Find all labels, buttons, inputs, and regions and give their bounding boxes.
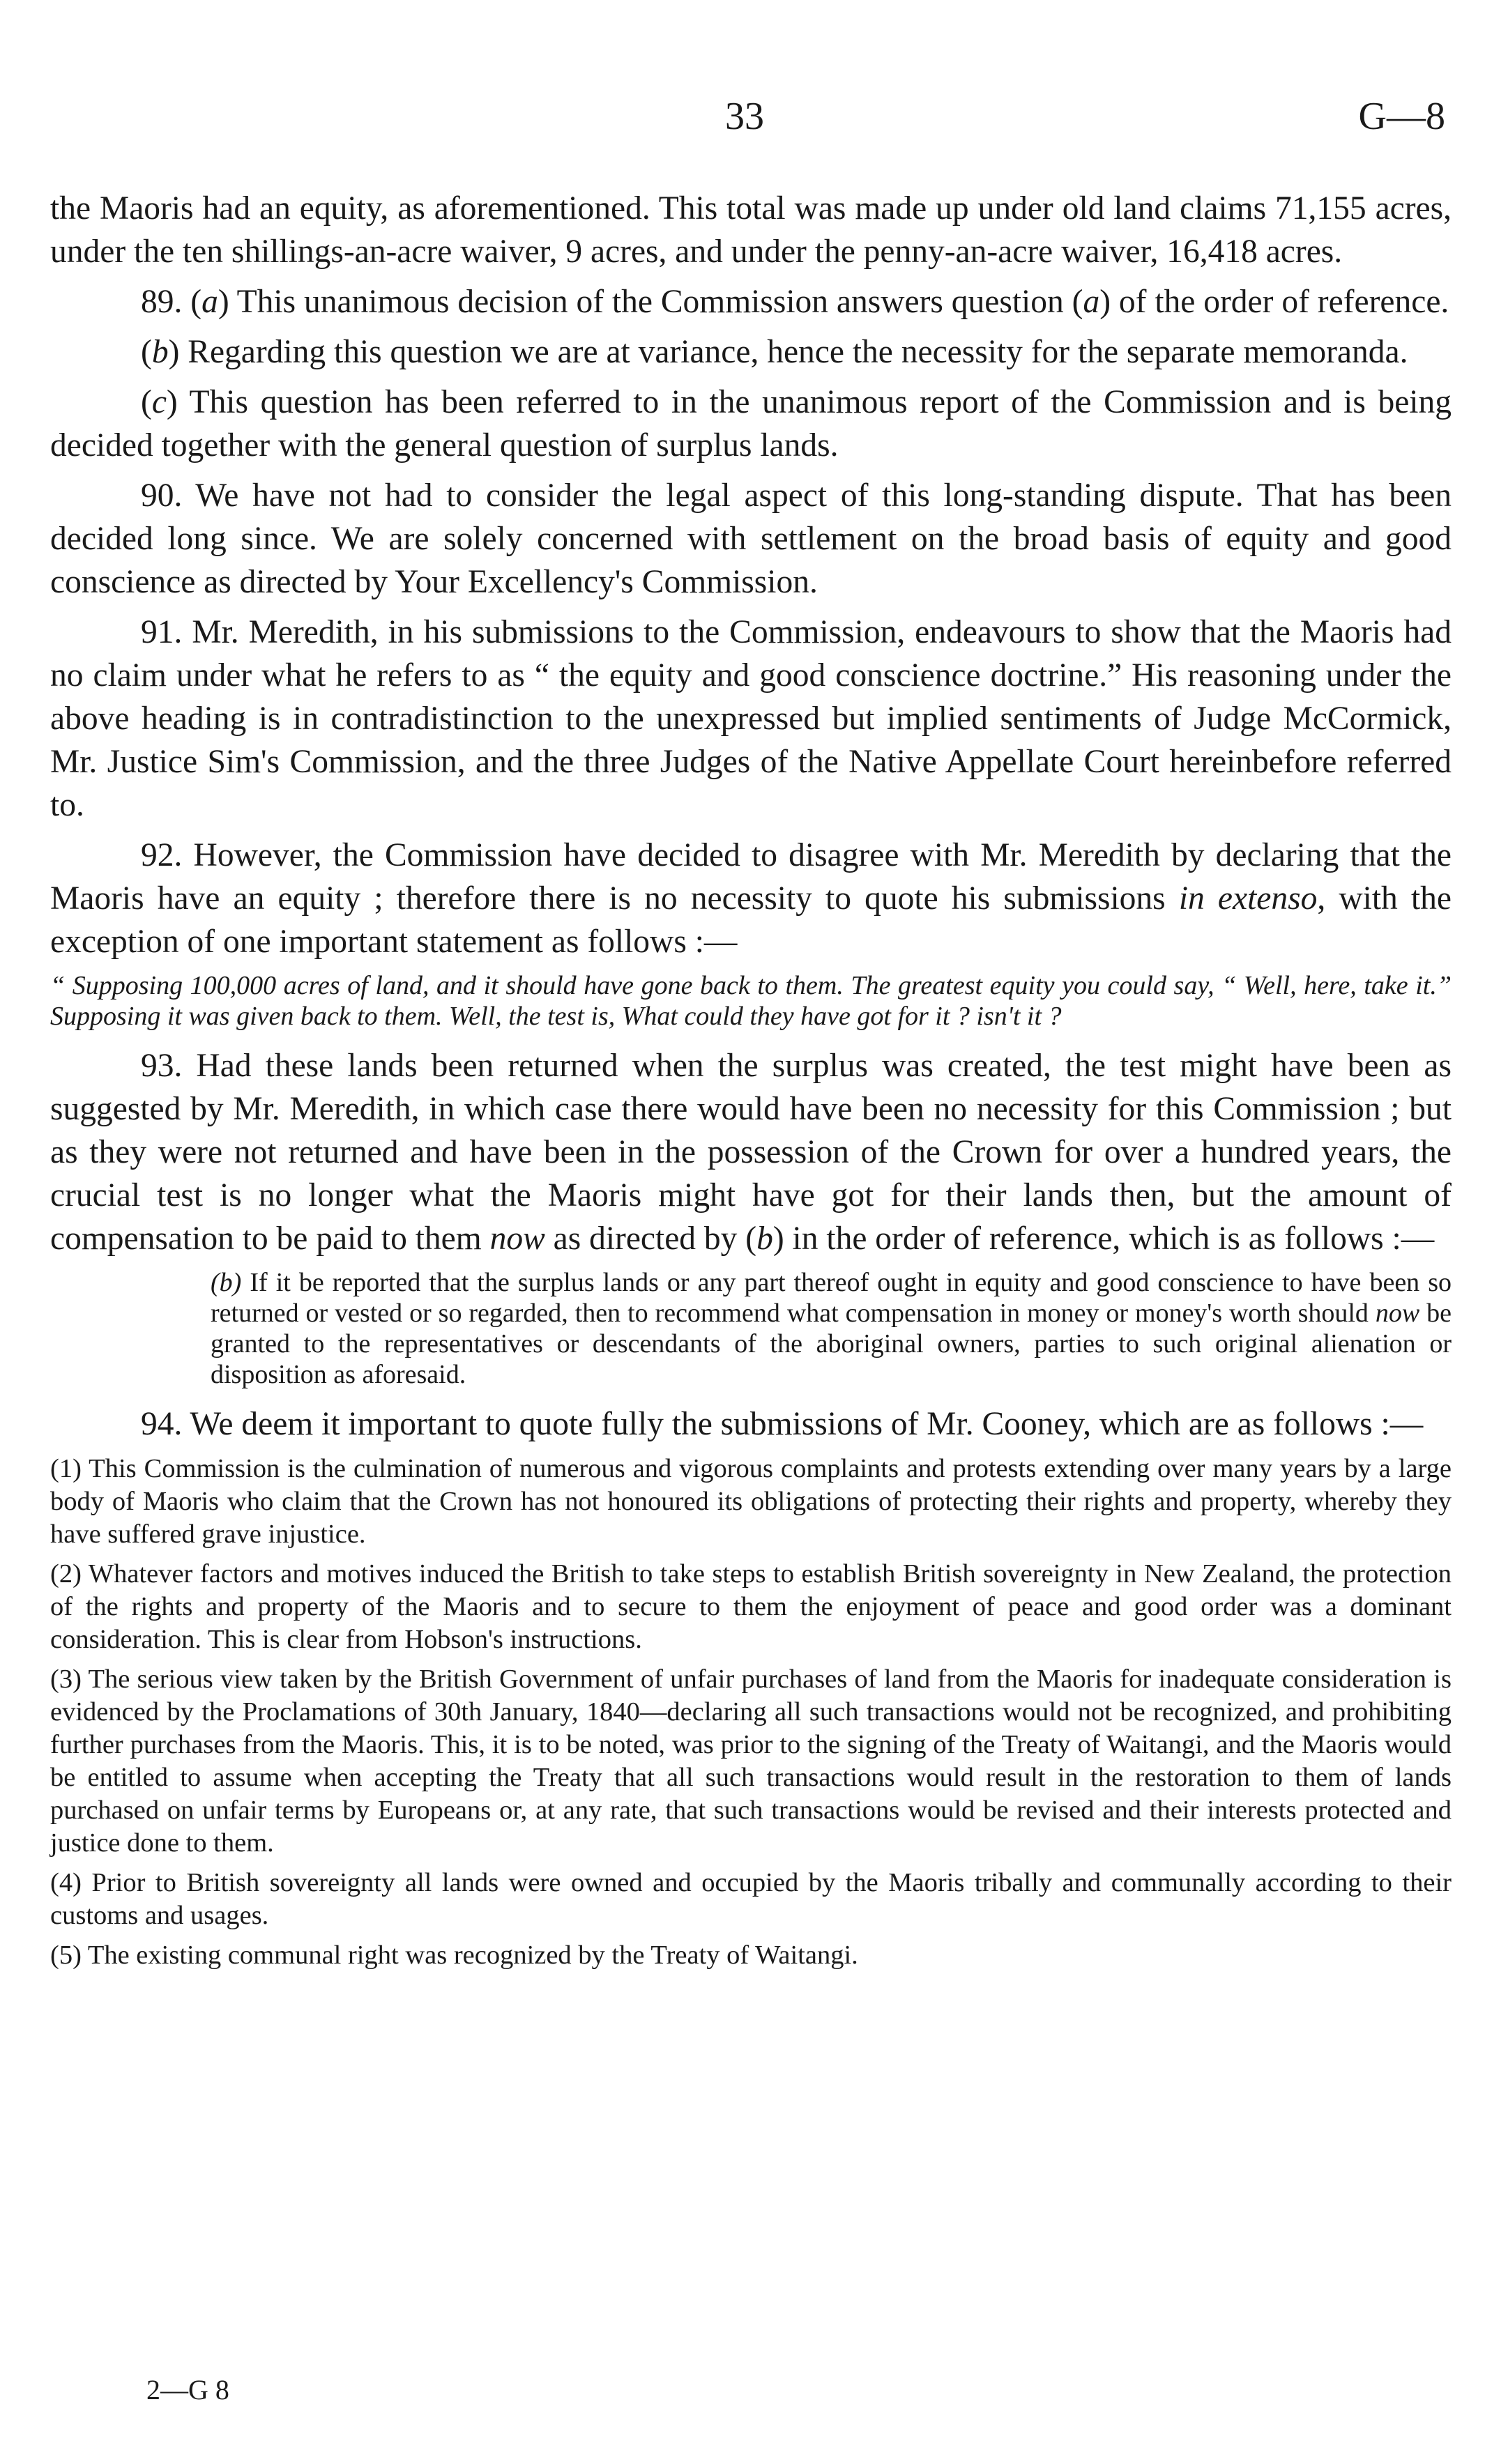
paragraph-92 bbox=[50, 834, 1452, 963]
p92-italic: in extenso bbox=[1178, 880, 1318, 917]
p89a-letter: a bbox=[201, 284, 218, 320]
reference-clause-b bbox=[50, 1267, 1452, 1390]
cooney-submission-5: (5) The existing communal right was recognized by the Treaty of Waitangi. bbox=[50, 1941, 858, 1970]
p89a-end: ) of the order of reference. bbox=[1099, 284, 1449, 320]
p89b-open: ( bbox=[141, 334, 152, 370]
p89c-text: ) This question has been referred to in the unanimous report of the Commission and is being decided together with the general question of surplus lands. bbox=[50, 384, 1452, 464]
p93-italic: now bbox=[489, 1220, 545, 1257]
paragraph-91: 91. Mr. Meredith, in his submissions to the Commission, endeavours to show that the Maoris had no claim under what he refers to as “ the equity and good conscience doctrine.” His reasoning under the above heading is in contradistinction to the unexpressed but implied sentiments of Judge McCormick, Mr. Justice Sim's Commission, and the three Judges of the Native Appellate Court hereinbefore referred to. bbox=[50, 614, 1452, 823]
p93-mid: as directed by ( bbox=[544, 1220, 757, 1257]
paragraph-89a bbox=[50, 280, 1452, 323]
p89b-letter: b bbox=[151, 334, 169, 370]
p89a-letter2: a bbox=[1083, 284, 1100, 320]
p89a-num: 89. ( bbox=[141, 284, 202, 320]
paragraph-90: 90. We have not had to consider the legal aspect of this long-standing dispute. That has been decided long since. We are solely concerned with settlement on the broad basis of equity and good conscience as directed by Your Excellency's Commission. bbox=[50, 477, 1452, 600]
cooney-submission-3: (3) The serious view taken by the British Government of unfair purchases of land from the Maoris for inadequate consideration is evidenced by the Proclamations of 30th January, 1840—declaring all such transactions would not be recognized, and prohibiting further purchases from the Maoris. This, it is to be noted, was prior to the signing of the Treaty of Waitangi, and the Maoris would be entitled to assume when accepting the Treaty that all such transactions would result in the restoration to them of lands purchased on unfair terms by Europeans or, at any rate, that such transactions would be revised and their interests protected and justice done to them. bbox=[50, 1665, 1452, 1858]
page-header bbox=[0, 94, 1508, 150]
cooney-submission-4: (4) Prior to British sovereignty all lands were owned and occupied by the Maoris tribally and communally according to their customs and usages. bbox=[50, 1868, 1452, 1930]
cooney-submission-1: (1) This Commission is the culmination of numerous and vigorous complaints and protests extending over many years by a large body of Maoris who claim that the Crown has not honoured its obligations of protecting their rights and property, whereby they have suffered grave injustice. bbox=[50, 1454, 1452, 1549]
signature-mark: 2—G 8 bbox=[146, 2374, 229, 2405]
cooney-submission-2: (2) Whatever factors and motives induced the British to take steps to establish British sovereignty in New Zealand, the protection of the rights and property of the Maoris and to secure to them the enjoyment of peace and good order was a dominant consideration. This is clear from Hobson's instructions. bbox=[50, 1559, 1452, 1654]
ref-b-start: If it be reported that the surplus lands or any part thereof ought in equity and good conscience to have been so returned or vested or so regarded, then to recommend what compensation in money or money's worth should bbox=[211, 1268, 1452, 1328]
paragraph-89c bbox=[50, 381, 1452, 467]
paragraph-continuation: the Maoris had an equity, as aforementioned. This total was made up under old land claims 71,155 acres, under the ten shillings-an-acre waiver, 9 acres, and under the penny-an-acre waiver, 16,418 acres. bbox=[50, 190, 1452, 270]
p89a-mid: ) This unanimous decision of the Commission answers question ( bbox=[218, 284, 1083, 320]
ref-b-italic: now bbox=[1375, 1299, 1420, 1328]
p93-start: 93. Had these lands been returned when the surplus was created, the test might have been as suggested by Mr. Meredith, in which case there would have been no necessity for this Commission ; but as they were not returned and have been in the possession of the Crown for over a hundred years, the crucial test is no longer what the Maoris might have got for their lands then, but the amount of compensation to be paid to them bbox=[50, 1048, 1452, 1257]
ref-b-label: (b) bbox=[211, 1268, 242, 1297]
paragraph-93 bbox=[50, 1044, 1452, 1260]
document-series: G—8 bbox=[1358, 95, 1445, 138]
meredith-quote: “ Supposing 100,000 acres of land, and it should have gone back to them. The greatest equity you could say, “ Well, here, take it.” Supposing it was given back to them. Well, the test is, What could they have got for it ? isn't it ? bbox=[50, 971, 1452, 1031]
p92-end: , with the exception of one important statement as follows :— bbox=[50, 880, 1452, 960]
paragraph-94: 94. We deem it important to quote fully the submissions of Mr. Cooney, which are as follows :— bbox=[141, 1406, 1424, 1442]
p92-start: 92. However, the Commission have decided to disagree with Mr. Meredith by declaring that the Maoris have an equity ; therefore there is no necessity to quote his submissions bbox=[50, 837, 1452, 917]
document-body bbox=[50, 187, 1452, 1979]
p89c-open: ( bbox=[141, 384, 152, 420]
p93-end: ) in the order of reference, which is as follows :— bbox=[772, 1220, 1435, 1257]
p89b-text: ) Regarding this question we are at variance, hence the necessity for the separate memoranda. bbox=[168, 334, 1408, 370]
p93-letter: b bbox=[756, 1220, 773, 1257]
paragraph-89b bbox=[50, 330, 1452, 374]
ref-b-end: be granted to the representatives or descendants of the aboriginal owners, parties to such original alienation or disposition as aforesaid. bbox=[211, 1299, 1452, 1389]
page-number: 33 bbox=[725, 95, 764, 138]
p89c-letter: c bbox=[151, 384, 167, 420]
